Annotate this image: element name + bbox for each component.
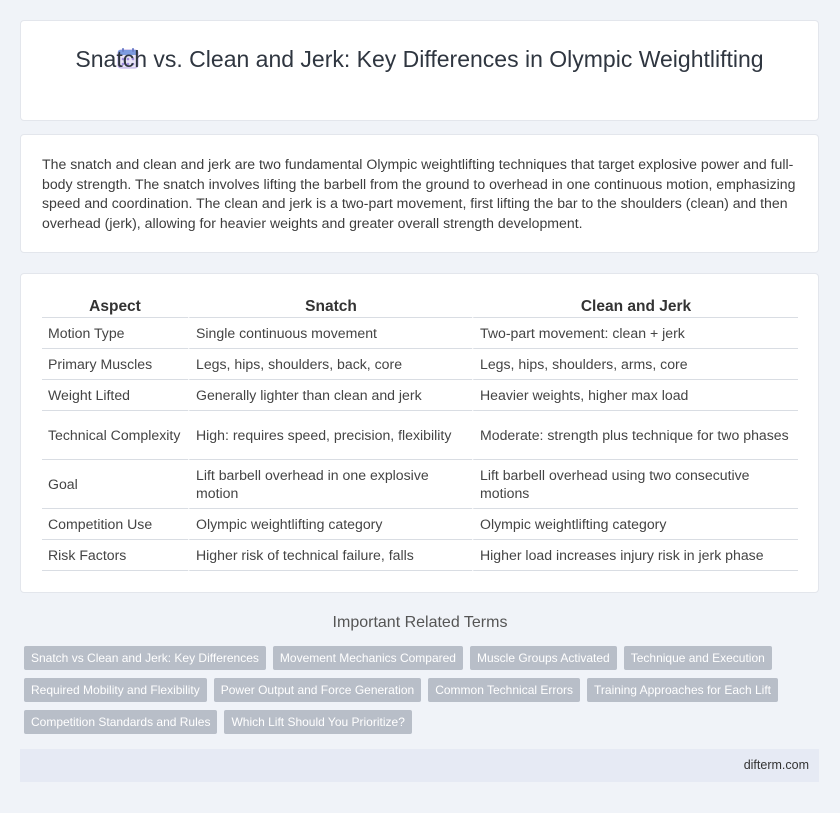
table-row <box>42 411 798 460</box>
aspect-cell: Motion Type <box>42 318 188 349</box>
aspect-cell: Competition Use <box>42 509 188 540</box>
snatch-cell: Single continuous movement <box>188 318 472 349</box>
table-header-row <box>42 296 798 318</box>
snatch-cell: Legs, hips, shoulders, back, core <box>188 349 472 380</box>
site-link[interactable]: difterm.com <box>743 758 809 772</box>
header-aspect: Aspect <box>42 296 188 318</box>
intro-paragraph: The snatch and clean and jerk are two fundamental Olympic weightlifting techniques that target explosive power and full-body strength. The snatch involves lifting the barbell from the ground to overhead in one continuous motion, emphasizing speed and coordination. The clean and jerk is a two-part movement, first lifting the bar to the shoulders (clean) and then overhead (jerk), allowing for heavier weights and greater overall strength development. <box>42 156 796 231</box>
clean-jerk-cell: Moderate: strength plus technique for two phases <box>472 411 798 460</box>
header-clean-and-jerk: Clean and Jerk <box>472 296 798 318</box>
title-card <box>20 20 819 121</box>
table-row <box>42 509 798 540</box>
related-tag[interactable]: Movement Mechanics Compared <box>273 646 463 670</box>
clean-jerk-cell: Legs, hips, shoulders, arms, core <box>472 349 798 380</box>
table-row <box>42 349 798 380</box>
related-tag[interactable]: Snatch vs Clean and Jerk: Key Differences <box>24 646 266 670</box>
clean-jerk-cell: Higher load increases injury risk in jerk phase <box>472 540 798 571</box>
related-terms-list <box>24 646 804 742</box>
related-tag[interactable]: Power Output and Force Generation <box>214 678 421 702</box>
aspect-cell: Risk Factors <box>42 540 188 571</box>
table-row <box>42 318 798 349</box>
table-row <box>42 460 798 509</box>
related-tag[interactable]: Competition Standards and Rules <box>24 710 217 734</box>
clean-jerk-cell: Two-part movement: clean + jerk <box>472 318 798 349</box>
clean-jerk-cell: Lift barbell overhead using two consecutive motions <box>472 460 798 509</box>
related-terms-heading: Important Related Terms <box>332 614 508 631</box>
snatch-cell: Higher risk of technical failure, falls <box>188 540 472 571</box>
related-tag[interactable]: Muscle Groups Activated <box>470 646 617 670</box>
comparison-table <box>42 296 798 571</box>
related-tag[interactable]: Technique and Execution <box>624 646 772 670</box>
page-title: Snatch vs. Clean and Jerk: Key Differences in Olympic Weightlifting <box>75 46 764 72</box>
table-row <box>42 540 798 571</box>
comparison-card <box>20 273 819 593</box>
table-row <box>42 380 798 411</box>
aspect-cell: Technical Complexity <box>42 411 188 460</box>
related-tag[interactable]: Which Lift Should You Prioritize? <box>224 710 411 734</box>
header-snatch: Snatch <box>188 296 472 318</box>
related-tag[interactable]: Common Technical Errors <box>428 678 580 702</box>
intro-card <box>20 134 819 253</box>
aspect-cell: Primary Muscles <box>42 349 188 380</box>
aspect-cell: Goal <box>42 460 188 509</box>
related-tag[interactable]: Required Mobility and Flexibility <box>24 678 207 702</box>
snatch-cell: Olympic weightlifting category <box>188 509 472 540</box>
snatch-cell: Generally lighter than clean and jerk <box>188 380 472 411</box>
clean-jerk-cell: Olympic weightlifting category <box>472 509 798 540</box>
related-tag[interactable]: Training Approaches for Each Lift <box>587 678 778 702</box>
clean-jerk-cell: Heavier weights, higher max load <box>472 380 798 411</box>
snatch-cell: Lift barbell overhead in one explosive motion <box>188 460 472 509</box>
aspect-cell: Weight Lifted <box>42 380 188 411</box>
footer <box>20 749 819 782</box>
snatch-cell: High: requires speed, precision, flexibility <box>188 411 472 460</box>
